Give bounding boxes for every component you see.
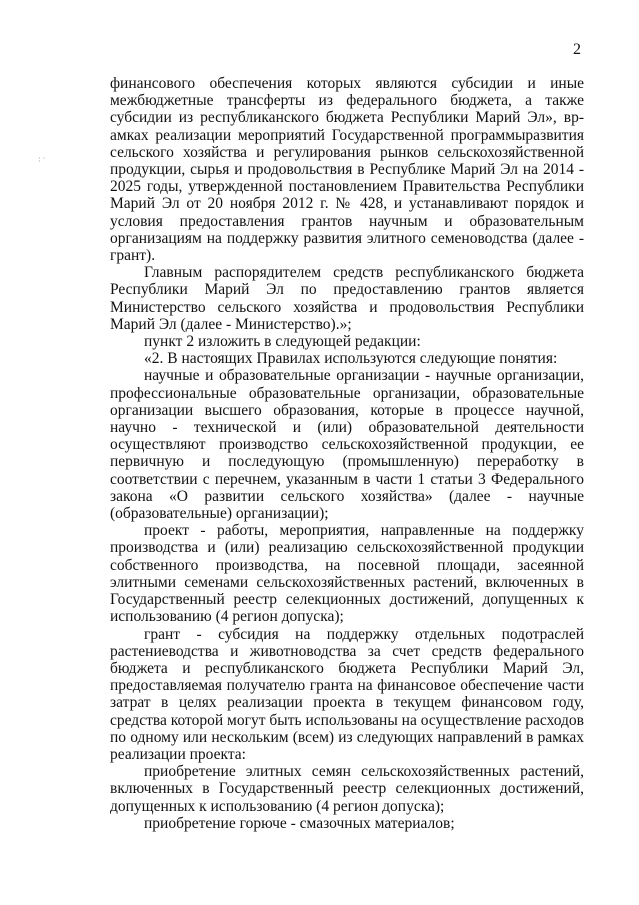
paragraph-definitions-intro: «2. В настоящих Правилах используются следующие понятия:: [144, 350, 558, 368]
document-body: [110, 75, 584, 832]
paragraph-definition-grant: грант - субсидия на поддержку отдельных подотраслей растениеводства и животноводства за счет средств федерального бюджета и республиканского бюджета Республики Марий Эл, предоставляемая получателю гранта на финансовое обеспечение части затрат в целях реализации проекта в текущем финансовом году, средства которой могут быть использованы на осуществление расходов по одному или нескольким (всем) из следующих направлений в рамках реализации проекта:: [110, 625, 584, 763]
paragraph-amendment-instruction: пункт 2 изложить в следующей редакции:: [144, 333, 421, 351]
paragraph-main-administrator: Главным распорядителем средств республиканского бюджета Республики Марий Эл по предоставлению грантов является Министерство сельского хозяйства и продовольствия Республики Марий Эл (далее - Министерство).»;: [110, 264, 584, 333]
paragraph-direction-seeds: приобретение элитных семян сельскохозяйственных растений, включенных в Государственный реестр селекционных достижений, допущенных к использованию (4 регион допуска);: [110, 763, 584, 815]
paragraph-definition-organizations: научные и образовательные организации - научные организации, профессиональные образовательные организации, образовательные организации высшего образования, которые в процессе научной, научно - технической и (или) образовательной деятельности осуществляют производство сельскохозяйственной продукции, ее первичную и последующую (промышленную) переработку в соответствии с перечнем, указанным в части 1 статьи 3 Федерального закона «О развитии сельского хозяйства» (далее - научные (образовательные) организации);: [110, 367, 584, 523]
paragraph-continuation: финансового обеспечения которых являются субсидии и иные межбюджетные трансферты из федерального бюджета, а также субсидии из республиканского бюджета Республики Марий Эл», врамках реализации мероприятий Государственной программыразвития сельского хозяйства и регулирования рынков сельскохозяйственной продукции, сырья и продовольствия в Республике Марий Эл на 2014 - 2025 годы, утвержденной постановлением Правительства Республики Марий Эл от 20 ноября 2012 г. № 428, и устанавливают порядок и условия предоставления грантов научным и образовательным организациям на поддержку развития элитного семеноводства (далее - грант).: [110, 75, 584, 265]
margin-mark: · · ·: [38, 154, 46, 166]
paragraph-definition-project: проект - работы, мероприятия, направленные на поддержку производства и (или) реализацию сельскохозяйственной продукции собственного производства, на посевной площади, засеянной элитными семенами сельскохозяйственных растений, включенных в Государственный реестр селекционных достижений, допущенных к использованию (4 регион допуска);: [110, 522, 584, 626]
paragraph-direction-fuel: приобретение горюче - смазочных материалов;: [144, 814, 455, 832]
page-number: 2: [573, 41, 581, 58]
